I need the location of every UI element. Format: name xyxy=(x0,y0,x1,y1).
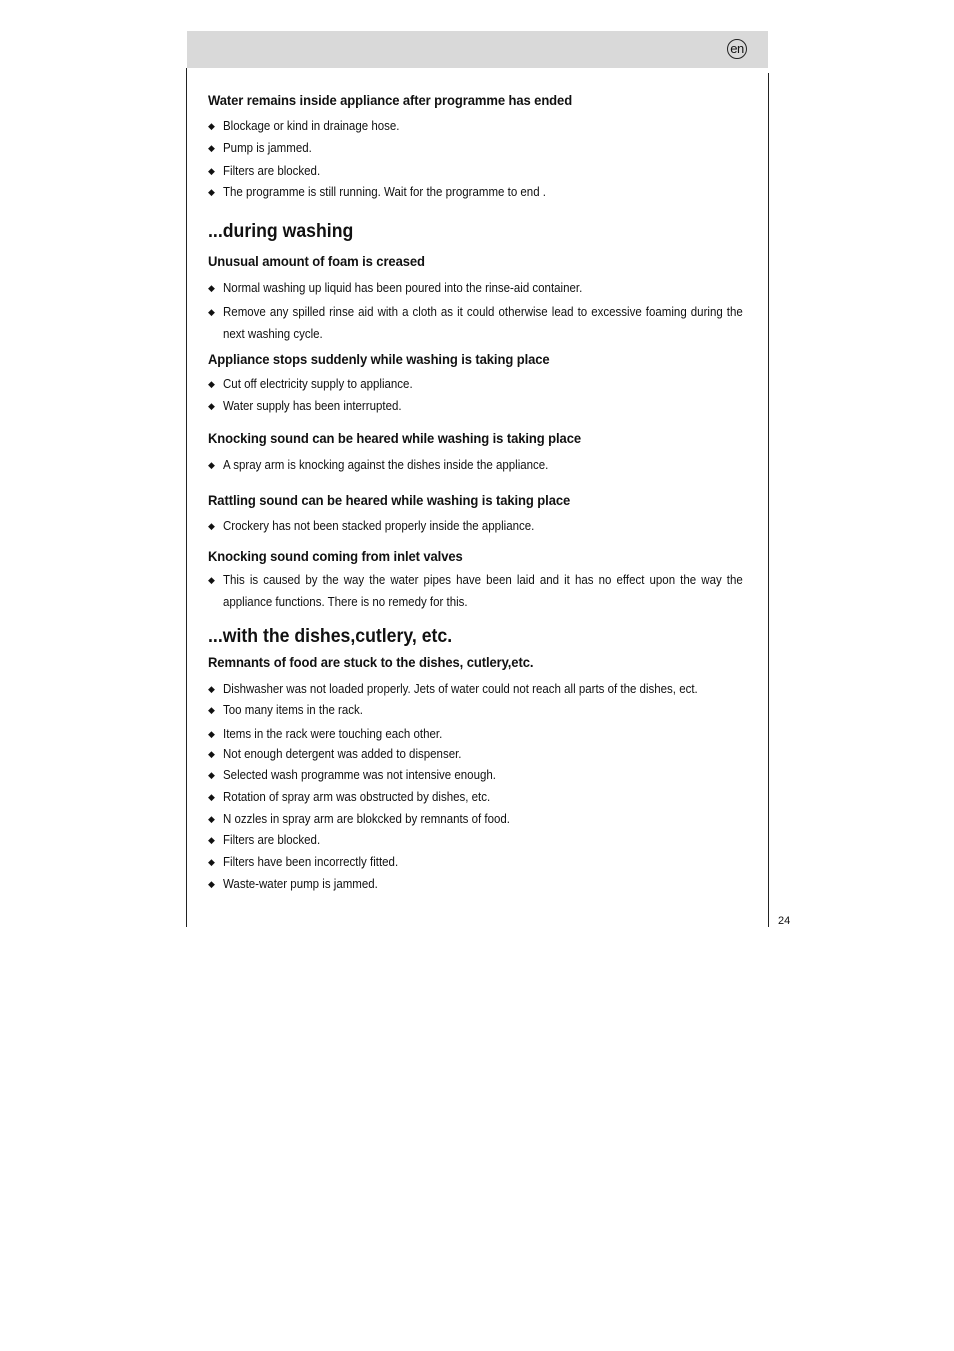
list-item: ◆ Selected wash programme was not intensive enough. xyxy=(208,764,750,786)
list-item: ◆ A spray arm is knocking against the dishes inside the appliance. xyxy=(208,454,750,476)
list-item: ◆ Water supply has been interrupted. xyxy=(208,395,750,417)
list-item: ◆ Dishwasher was not loaded properly. Jets of water could not reach all parts of the dishes, ect. xyxy=(208,678,750,700)
list-item: ◆ Too many items in the rack. xyxy=(208,699,750,721)
heading-during-washing: ...during washing xyxy=(208,221,354,242)
list-item: ◆ Not enough detergent was added to dispenser. xyxy=(208,743,750,765)
diamond-bullet-icon: ◆ xyxy=(208,749,215,759)
list-item: ◆ Crockery has not been stacked properly inside the appliance. xyxy=(208,515,750,537)
section-title-foam: Unusual amount of foam is creased xyxy=(208,253,425,269)
diamond-bullet-icon: ◆ xyxy=(208,575,215,585)
diamond-bullet-icon: ◆ xyxy=(208,857,215,867)
section-title-stops: Appliance stops suddenly while washing is taking place xyxy=(208,351,550,367)
list-item: ◆ Filters are blocked. xyxy=(208,160,750,182)
diamond-bullet-icon: ◆ xyxy=(208,684,215,694)
diamond-bullet-icon: ◆ xyxy=(208,835,215,845)
list-item: ◆ Filters are blocked. xyxy=(208,829,750,851)
list-item: ◆ The programme is still running. Wait for the programme to end . xyxy=(208,181,750,203)
section-title-water-remains: Water remains inside appliance after programme has ended xyxy=(208,92,573,108)
diamond-bullet-icon: ◆ xyxy=(208,729,215,739)
list-item: ◆ Waste-water pump is jammed. xyxy=(208,873,750,895)
section-title-knocking: Knocking sound can be heared while washing is taking place xyxy=(208,430,582,446)
list-item: ◆ Rotation of spray arm was obstructed by dishes, etc. xyxy=(208,786,750,808)
language-badge: en xyxy=(727,39,747,59)
list-item: ◆ Blockage or kind in drainage hose. xyxy=(208,115,750,137)
list-item: ◆ Pump is jammed. xyxy=(208,137,750,159)
section-title-rattling: Rattling sound can be heared while washing is taking place xyxy=(208,492,571,508)
diamond-bullet-icon: ◆ xyxy=(208,792,215,802)
page-number: 24 xyxy=(778,915,791,927)
section-title-inlet: Knocking sound coming from inlet valves xyxy=(208,548,463,564)
diamond-bullet-icon: ◆ xyxy=(208,401,215,411)
diamond-bullet-icon: ◆ xyxy=(208,143,215,153)
diamond-bullet-icon: ◆ xyxy=(208,379,215,389)
list-item: ◆ Filters have been incorrectly fitted. xyxy=(208,851,750,873)
diamond-bullet-icon: ◆ xyxy=(208,521,215,531)
heading-with-dishes: ...with the dishes,cutlery, etc. xyxy=(208,626,453,647)
diamond-bullet-icon: ◆ xyxy=(208,770,215,780)
list-item: ◆ Normal washing up liquid has been poured into the rinse-aid container. xyxy=(208,277,750,299)
list-item: ◆ Items in the rack were touching each other. xyxy=(208,723,750,745)
diamond-bullet-icon: ◆ xyxy=(208,460,215,470)
diamond-bullet-icon: ◆ xyxy=(208,705,215,715)
right-rule xyxy=(768,73,769,927)
left-rule xyxy=(186,68,187,927)
header-bar xyxy=(187,31,768,68)
diamond-bullet-icon: ◆ xyxy=(208,283,215,293)
diamond-bullet-icon: ◆ xyxy=(208,187,215,197)
section-title-remnants: Remnants of food are stuck to the dishes, cutlery,etc. xyxy=(208,654,534,670)
diamond-bullet-icon: ◆ xyxy=(208,879,215,889)
diamond-bullet-icon: ◆ xyxy=(208,166,215,176)
list-item: ◆ Cut off electricity supply to appliance. xyxy=(208,373,750,395)
diamond-bullet-icon: ◆ xyxy=(208,121,215,131)
list-item: ◆ Remove any spilled rinse aid with a cloth as it could otherwise lead to excessive foaming during the next washing cycle. xyxy=(208,301,750,345)
list-item: ◆ N ozzles in spray arm are blokcked by remnants of food. xyxy=(208,808,750,830)
diamond-bullet-icon: ◆ xyxy=(208,814,215,824)
diamond-bullet-icon: ◆ xyxy=(208,307,215,317)
list-item: ◆ This is caused by the way the water pipes have been laid and it has no effect upon the way the appliance functions. There is no remedy for this. xyxy=(208,569,750,613)
